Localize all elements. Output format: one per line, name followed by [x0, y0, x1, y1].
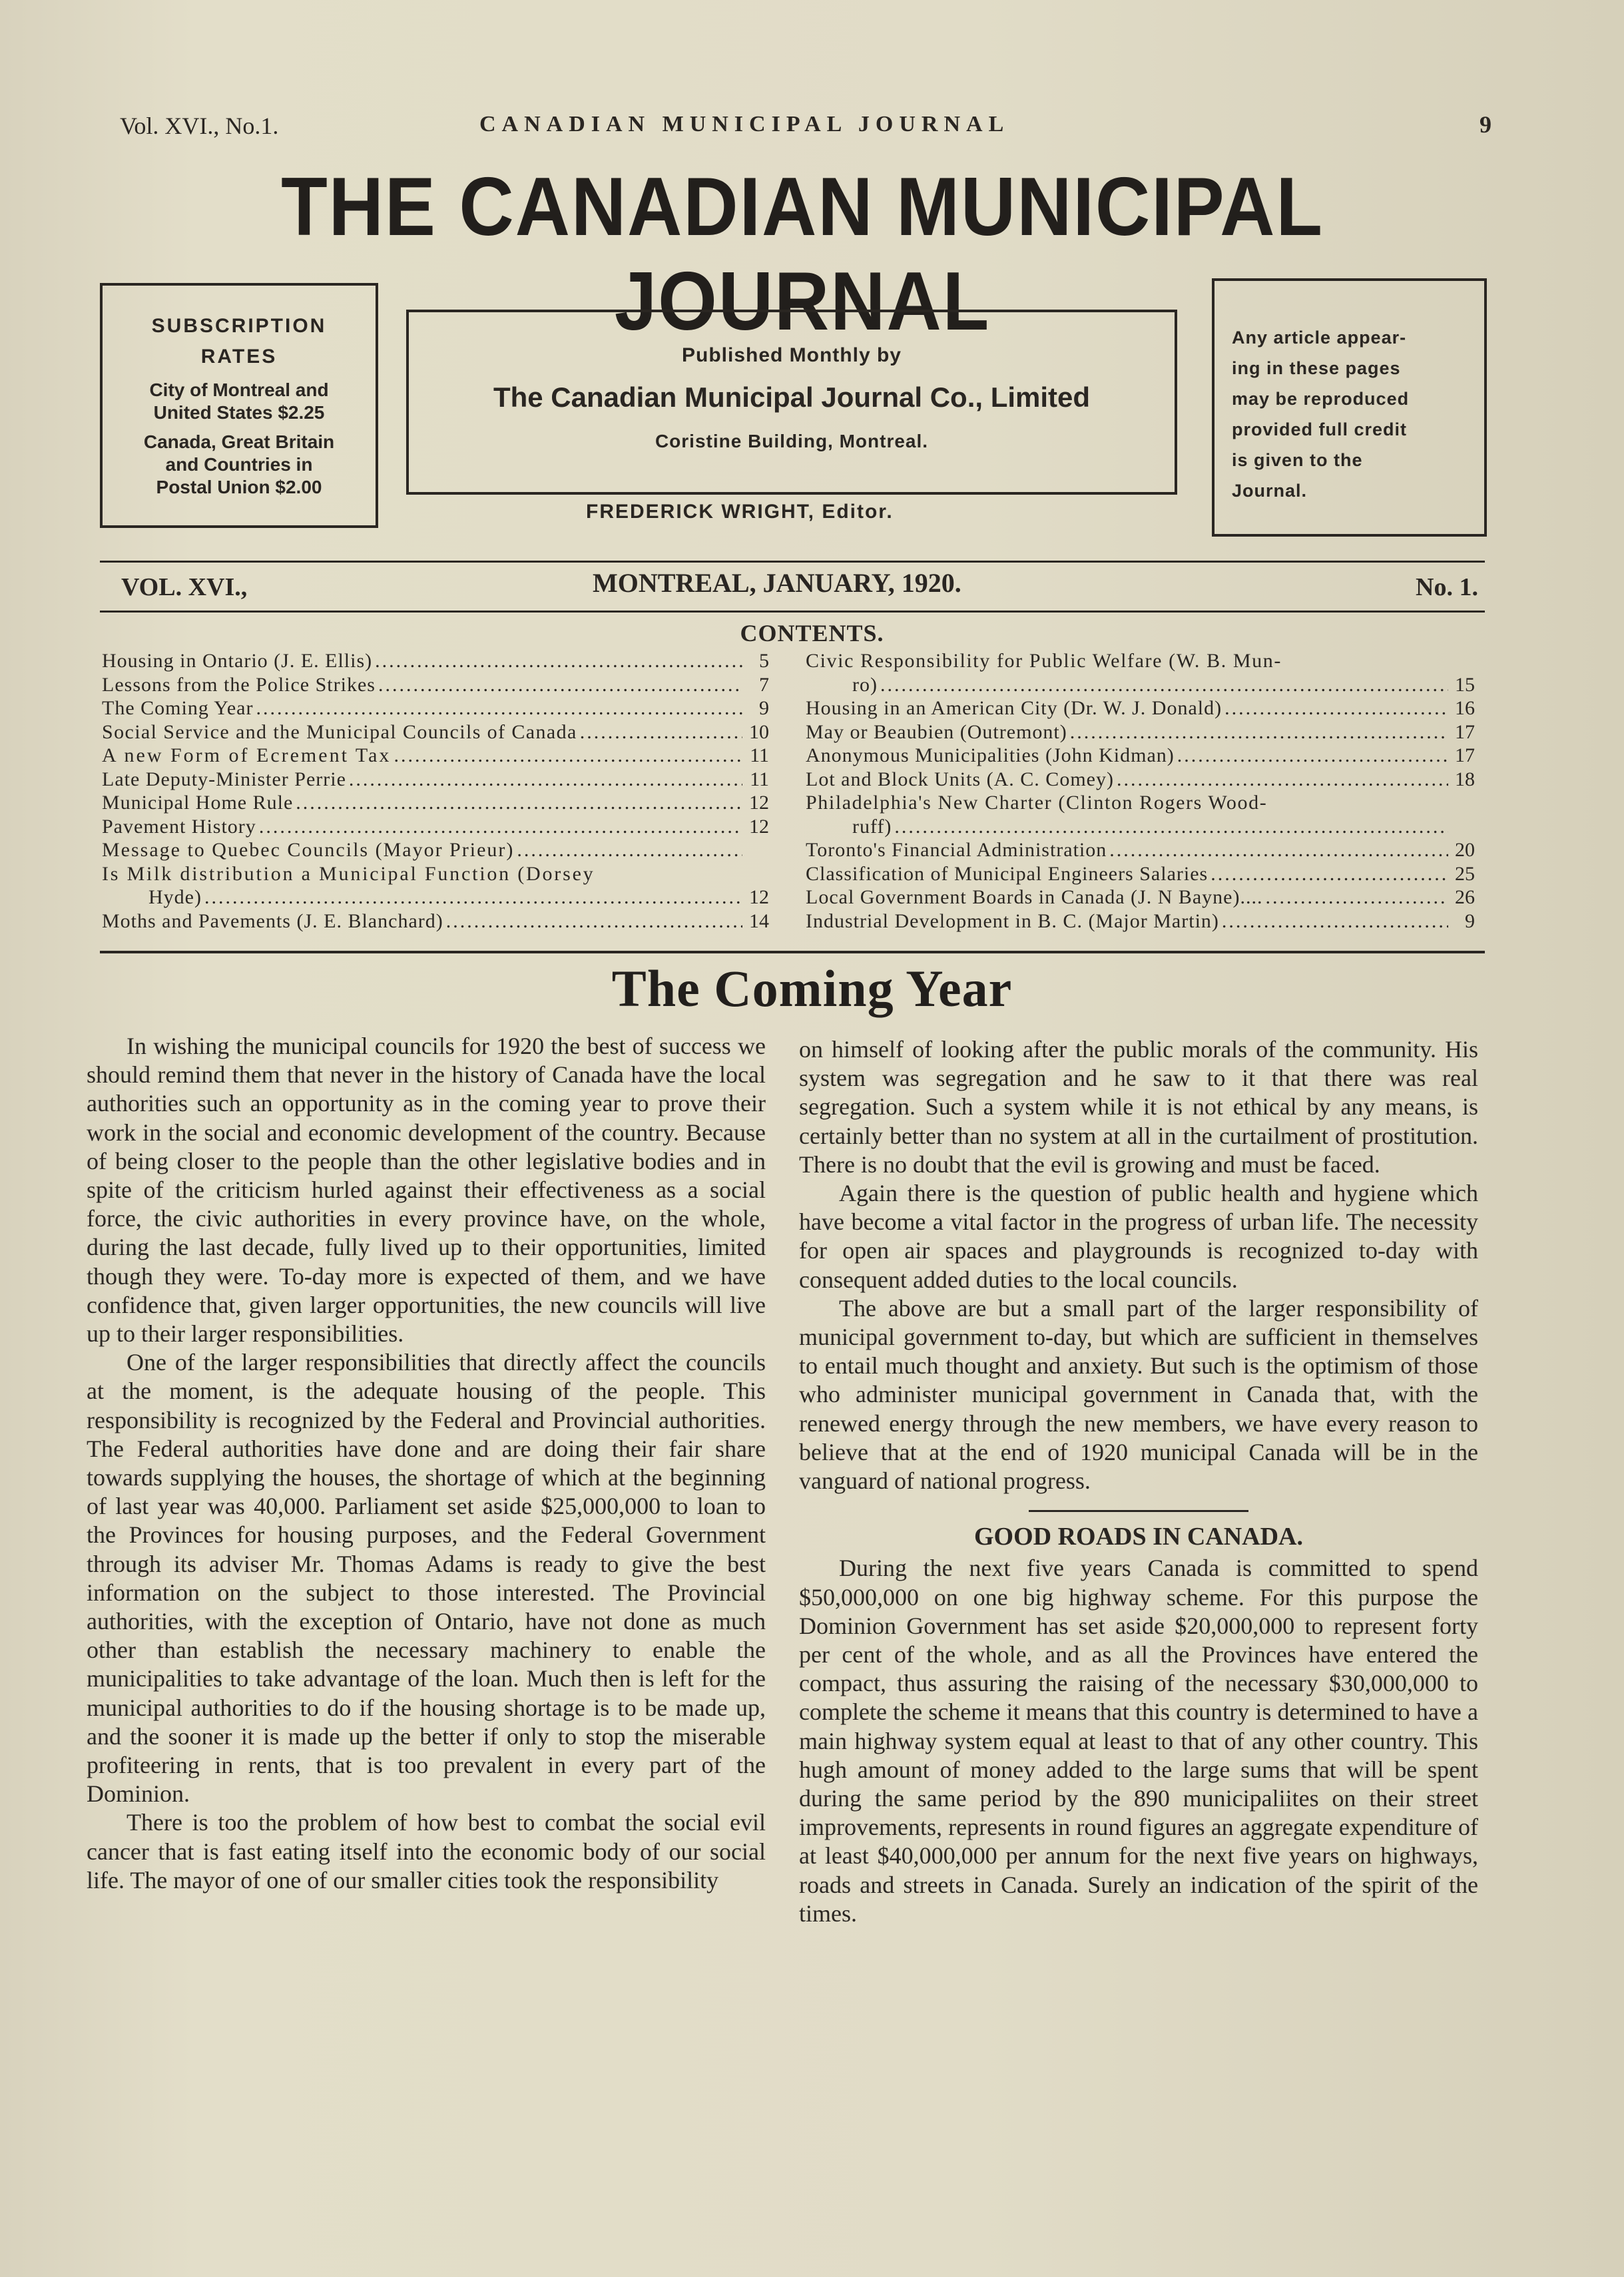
- article-paragraph: In wishing the municipal councils for 1920 the best of success we should remind them that never in the history of Canada have the local authorities such an opportunity as in the coming year to prove their work in the social and economic development of the country. Because of being closer to the people than the other legislative bodies and in spite of the criticism hurled against their effectiveness as a social force, the civic authorities in every province have, on the whole, during the last decade, fully lived up to their opportunities, limited though they were. To-day more is expected of them, and we have confidence that, given larger opportunities, the new councils will live up to their larger responsibilities.: [87, 1033, 766, 1348]
- contents-entry-title: Housing in an American City (Dr. W. J. Donald): [806, 697, 1222, 719]
- contents-entry-title: Municipal Home Rule: [102, 792, 294, 814]
- page-number: 9: [1480, 111, 1491, 138]
- rule-below-dateline: [100, 611, 1485, 613]
- contents-entry[interactable]: [806, 909, 1475, 933]
- contents-entry[interactable]: [806, 673, 1475, 697]
- reproduction-line-6: Journal.: [1232, 481, 1308, 501]
- editor-credit: FREDERICK WRIGHT, Editor.: [586, 501, 894, 523]
- contents-entry-title: The Coming Year: [102, 697, 254, 719]
- leader-dots: [1177, 744, 1448, 768]
- leader-dots: [349, 768, 742, 792]
- reproduction-notice-text: [1232, 322, 1472, 506]
- subscription-line-5: Postal Union $2.00: [156, 477, 322, 497]
- contents-entry[interactable]: [102, 791, 769, 815]
- reproduction-line-3: may be reproduced: [1232, 389, 1410, 409]
- subscription-rate-us: [103, 379, 376, 424]
- contents-entry-title: Civic Responsibility for Public Welfare (W. B. Mun-: [806, 650, 1282, 672]
- contents-entry[interactable]: [806, 815, 1475, 839]
- leader-dots: [1222, 909, 1448, 933]
- contents-entry[interactable]: [806, 744, 1475, 768]
- contents-entry[interactable]: [102, 744, 769, 768]
- contents-entry[interactable]: [102, 815, 769, 839]
- publisher-address: Coristine Building, Montreal.: [655, 431, 929, 451]
- contents-entry-page: 26: [1455, 886, 1475, 908]
- reproduction-notice-box: [1212, 278, 1487, 537]
- leader-dots: [204, 886, 742, 909]
- leader-dots: [378, 673, 742, 697]
- reproduction-line-1: Any article appear-: [1232, 328, 1407, 348]
- rule-above-dateline: [100, 561, 1485, 563]
- contents-entry-title: Housing in Ontario (J. E. Ellis): [102, 650, 373, 672]
- subscription-line-4: and Countries in: [165, 454, 313, 475]
- contents-entry-page: 18: [1455, 768, 1475, 790]
- publisher-name: The Canadian Municipal Journal Co., Limited: [493, 381, 1091, 413]
- masthead-title: THE CANADIAN MUNICIPAL JOURNAL: [281, 161, 1324, 348]
- contents-entry-title: Lessons from the Police Strikes: [102, 673, 376, 696]
- subscription-line-1: City of Montreal and: [149, 380, 329, 400]
- contents-entry[interactable]: [806, 886, 1475, 909]
- contents-entry-page: 12: [749, 792, 769, 814]
- leader-dots: [1109, 838, 1448, 862]
- article-paragraph: There is too the problem of how best to combat the social evil cancer that is fast eating itself into the economic body of our social life. The mayor of one of our smaller cities took the responsibility: [87, 1809, 766, 1894]
- article-headline: The Coming Year: [611, 959, 1013, 1017]
- leader-dots: [880, 673, 1448, 697]
- contents-entry-title: Message to Quebec Councils (Mayor Prieur): [102, 839, 515, 861]
- contents-entry-page: 5: [759, 650, 769, 672]
- contents-entry-title: ruff): [852, 815, 892, 838]
- leader-dots: [256, 696, 743, 720]
- reproduction-line-5: is given to the: [1232, 450, 1363, 470]
- contents-entry[interactable]: [102, 673, 769, 697]
- contents-entry-page: 9: [759, 697, 769, 719]
- contents-entry-title: ro): [852, 673, 878, 696]
- article-paragraph: on himself of looking after the public morals of the community. His system was segregation and he saw to it that there was real segregation. Such a system while it is not ethical by any means, is certainly better than no system at all in the curtailment of prostitution. There is no doubt that the evil is growing and must be faced.: [799, 1036, 1478, 1178]
- article-paragraph: Again there is the question of public health and hygiene which have become a vital factor in the progress of urban life. The necessity for open air spaces and playgrounds is recognized to-day with consequent added duties to the local councils.: [799, 1180, 1478, 1293]
- contents-entry[interactable]: [806, 649, 1475, 673]
- contents-entry-page: 11: [750, 768, 769, 790]
- contents-entry-title: A new Form of Ecrement Tax: [102, 744, 392, 766]
- contents-entry-page: 15: [1455, 673, 1475, 696]
- section-separator: [1029, 1510, 1248, 1512]
- subscription-heading: [103, 311, 376, 372]
- running-head-journal: CANADIAN MUNICIPAL JOURNAL: [479, 112, 1010, 136]
- contents-entry-page: 14: [749, 909, 769, 932]
- running-head: [120, 107, 1491, 146]
- leader-dots: [446, 909, 742, 933]
- rule-below-contents: [100, 951, 1485, 953]
- leader-dots: [1117, 768, 1448, 792]
- contents-entry-page: 17: [1455, 720, 1475, 743]
- contents-entry[interactable]: [806, 838, 1475, 862]
- contents-entry[interactable]: [806, 696, 1475, 720]
- leader-dots: [517, 838, 742, 862]
- leader-dots: [394, 744, 742, 768]
- leader-dots: [580, 720, 742, 744]
- dateline-number: No. 1.: [1416, 573, 1478, 601]
- subscription-line-2: United States $2.25: [153, 402, 325, 423]
- subscription-heading-line-1: SUBSCRIPTION: [151, 315, 327, 337]
- contents-entry-title: Lot and Block Units (A. C. Comey): [806, 768, 1114, 790]
- article-paragraph: One of the larger responsibilities that directly affect the councils at the moment, is the adequate housing of the people. This responsibility is recognized by the Federal and Provincial authorities. The Federal authorities have done and are doing their fair share towards supplying the houses, the shortage of which at the beginning of last year was 40,000. Parliament set aside $25,000,000 to loan to the Provinces for housing purposes, and the Federal Government through its adviser Mr. Thomas Adams is ready to give the best information on the subject to those interested. The Provincial authorities, with the exception of Ontario, have not done as much other than establish the necessary machinery to enable the municipalities to take advantage of the loan. Much then is left for the municipal authorities to do if the housing shortage is to be made up, and the sooner it is made up the better if only to stop the miserable profiteering in rents, that is too prevalent in every part of the Dominion.: [87, 1349, 766, 1808]
- publisher-line-1: Published Monthly by: [681, 344, 902, 366]
- contents-entry-page: 7: [759, 673, 769, 696]
- article-paragraph: The above are but a small part of the larger responsibility of municipal government to-day, but which are sufficient in themselves to entail much thought and anxiety. But such is the optimism of those who administer municipal government in Canada that, with the renewed energy through the new members, we have every reason to believe that at the end of 1920 municipal Canada will be in the vanguard of national progress.: [799, 1294, 1478, 1495]
- contents-entry[interactable]: [102, 768, 769, 792]
- subscription-heading-line-2: RATES: [200, 346, 278, 368]
- contents-title: CONTENTS.: [740, 620, 884, 646]
- dateline: [120, 567, 1478, 601]
- contents-entry[interactable]: [806, 791, 1475, 815]
- contents-entry[interactable]: [806, 720, 1475, 744]
- subscription-rate-postal-union: [103, 431, 376, 499]
- dateline-volume: VOL. XVI.,: [121, 573, 248, 601]
- contents-entry-title: Classification of Municipal Engineers Salaries: [806, 862, 1209, 885]
- running-head-volume: Vol. XVI., No.1.: [120, 113, 279, 139]
- reproduction-line-4: provided full credit: [1232, 419, 1408, 439]
- leader-dots: [1266, 886, 1449, 909]
- contents-entry[interactable]: [102, 696, 769, 720]
- contents-entry-page: 10: [749, 720, 769, 743]
- contents-entry-page: 20: [1455, 839, 1475, 861]
- contents-entry-title: Social Service and the Municipal Councils of Canada: [102, 720, 577, 743]
- contents-entry-title: May or Beaubien (Outremont): [806, 720, 1067, 743]
- publisher-box: [406, 310, 1177, 495]
- dateline-place-date: MONTREAL, JANUARY, 1920.: [593, 568, 961, 598]
- contents-entry-page: 17: [1455, 744, 1475, 766]
- contents-entry-title: Toronto's Financial Administration: [806, 839, 1107, 861]
- contents-entry-title: Anonymous Municipalities (John Kidman): [806, 744, 1175, 766]
- contents-entry[interactable]: [806, 862, 1475, 886]
- contents-entry-title: Moths and Pavements (J. E. Blanchard): [102, 909, 443, 932]
- contents-entry-title: Late Deputy-Minister Perrie: [102, 768, 346, 790]
- reproduction-line-2: ing in these pages: [1232, 358, 1401, 378]
- contents-entry-title: Local Government Boards in Canada (J. N Bayne)....: [806, 886, 1263, 908]
- contents-entry[interactable]: [102, 838, 769, 862]
- good-roads-heading: GOOD ROADS IN CANADA.: [973, 1523, 1304, 1551]
- subscription-line-3: Canada, Great Britain: [143, 431, 335, 452]
- contents-entry[interactable]: [806, 768, 1475, 792]
- contents-entry-page: 12: [749, 815, 769, 838]
- leader-dots: [1070, 720, 1448, 744]
- contents-entry-title: Industrial Development in B. C. (Major Martin): [806, 909, 1219, 932]
- article-right-column: [799, 1035, 1478, 1928]
- contents-entry-title: Hyde): [148, 886, 202, 908]
- contents-entry[interactable]: [102, 886, 769, 909]
- good-roads-paragraph: During the next five years Canada is committed to spend $50,000,000 on one big highway scheme. For this purpose the Dominion Government has set aside $20,000,000 to represent forty per cent of the whole, and as all the Provinces have entered the compact, thus assuring the raising of the necessary $30,000,000 to complete the scheme it means that this country is determined to have a main highway system equal at least to that of any other country. This hugh amount of money added to the large sums that will be spent during the same period by the 890 municipaliites on their street improvements, represents in round figures an aggregate expenditure of at least $40,000,000 per annum for the next five years on highways, roads and streets in Canada. Surely an indication of the spirit of the times.: [799, 1555, 1478, 1927]
- contents-entry-page: 11: [750, 744, 769, 766]
- contents-entry[interactable]: [102, 909, 769, 933]
- contents-entry[interactable]: [102, 862, 769, 886]
- subscription-box: [100, 283, 378, 528]
- contents-entry-page: 9: [1465, 909, 1475, 932]
- contents-entry-page: 25: [1455, 862, 1475, 885]
- contents-left-column: [102, 649, 769, 933]
- contents-entry-page: 12: [749, 886, 769, 908]
- contents-entry-title: Is Milk distribution a Municipal Function (Dorsey: [102, 862, 595, 885]
- contents-right-column: [806, 649, 1475, 933]
- leader-dots: [1211, 862, 1448, 886]
- leader-dots: [259, 815, 742, 839]
- contents-entry-title: Philadelphia's New Charter (Clinton Rogers Wood-: [806, 792, 1268, 814]
- contents-entry-title: Pavement History: [102, 815, 256, 838]
- leader-dots: [894, 815, 1448, 839]
- contents-entry-page: 16: [1455, 697, 1475, 719]
- leader-dots: [296, 791, 742, 815]
- article-left-column: [87, 1032, 766, 1895]
- contents-entry[interactable]: [102, 720, 769, 744]
- leader-dots: [1224, 696, 1448, 720]
- contents-entry[interactable]: [102, 649, 769, 673]
- leader-dots: [375, 649, 742, 673]
